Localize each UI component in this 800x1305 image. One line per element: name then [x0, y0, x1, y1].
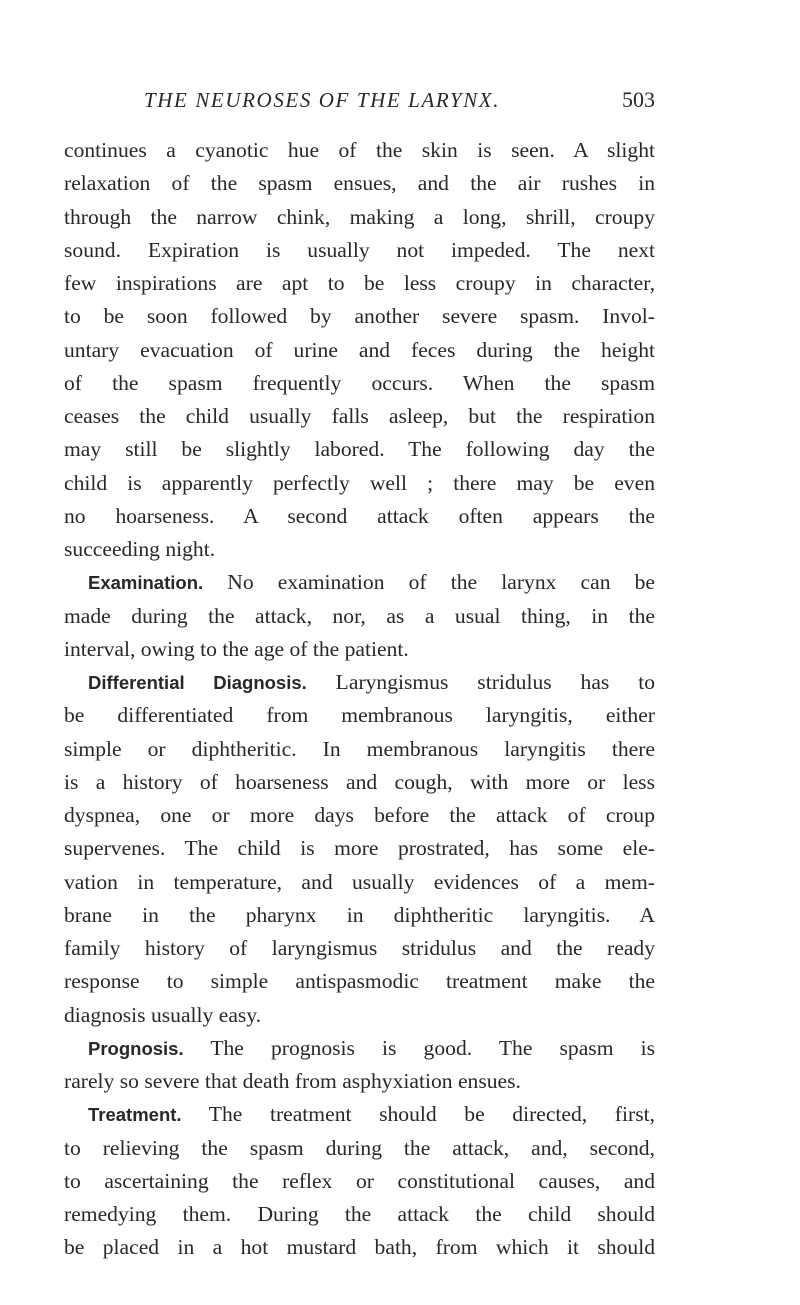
text-line: few inspirations are apt to be less croupy in character, [64, 271, 655, 295]
section-heading: Prognosis. [88, 1037, 184, 1059]
text-line: relaxation of the spasm ensues, and the air rushes in [64, 171, 655, 196]
text-line: supervenes. The child is more prostrated, has some ele- [64, 836, 655, 861]
text-line: to be soon followed by another severe spasm. Invol- [64, 304, 655, 329]
text-line: family history of laryngismus stridulus and the ready [64, 936, 655, 960]
section-text: The treatment should be directed, first, [181, 1102, 655, 1127]
text-line: ceases the child usually falls asleep, but the respiration [64, 404, 655, 428]
running-head [64, 83, 655, 117]
text-line: succeeding night. [64, 537, 216, 561]
text-line [64, 666, 655, 699]
text-line: vation in temperature, and usually evidences of a mem- [64, 869, 655, 894]
text-line: is a history of hoarseness and cough, with more or less [64, 769, 655, 794]
text-line: may still be slightly labored. The following day the [64, 437, 655, 462]
section-heading: Treatment. [88, 1104, 182, 1126]
page-number: 503 [622, 87, 655, 112]
text-line: simple or diphtheritic. In membranous laryngitis there [64, 736, 655, 761]
text-line: brane in the pharynx in diphtheritic laryngitis. A [64, 902, 655, 927]
text-line: to relieving the spasm during the attack, and, second, [64, 1135, 655, 1160]
section-heading: Differential Diagnosis. [88, 672, 307, 693]
text-line: continues a cyanotic hue of the skin is seen. A slight [64, 138, 655, 162]
text-line: of the spasm frequently occurs. When the spasm [64, 370, 655, 395]
text-line: rarely so severe that death from asphyxiation ensues. [64, 1069, 521, 1093]
text-line [64, 1032, 655, 1065]
text-line: remedying them. During the attack the child should [64, 1202, 655, 1226]
text-line: through the narrow chink, making a long, shrill, croupy [64, 204, 655, 229]
text-line [64, 1098, 655, 1131]
text-line: made during the attack, nor, as a usual thing, in the [64, 603, 655, 628]
text-line: dyspnea, one or more days before the attack of croup [64, 803, 655, 827]
text-line: sound. Expiration is usually not impeded. The next [64, 237, 655, 262]
text-line: child is apparently perfectly well ; there may be even [64, 470, 655, 495]
section-text: No examination of the larynx can be [203, 570, 655, 595]
text-line: diagnosis usually easy. [64, 1002, 262, 1027]
text-line: response to simple antispasmodic treatment make the [64, 969, 655, 994]
section-text: The prognosis is good. The spasm is [183, 1035, 655, 1060]
running-head-title: THE NEUROSES OF THE LARYNX. [144, 88, 501, 112]
text-line [64, 566, 655, 599]
text-line: be differentiated from membranous laryngitis, either [64, 703, 655, 728]
text-line: no hoarseness. A second attack often appears the [64, 503, 655, 528]
text-line: be placed in a hot mustard bath, from which it should [64, 1235, 655, 1260]
text-line: to ascertaining the reflex or constitutional causes, and [64, 1168, 655, 1193]
text-line: untary evacuation of urine and feces during the height [64, 337, 655, 362]
text-line: interval, owing to the age of the patient. [64, 636, 409, 661]
section-heading: Examination. [88, 572, 204, 594]
section-text: Laryngismus stridulus has to [306, 670, 655, 694]
